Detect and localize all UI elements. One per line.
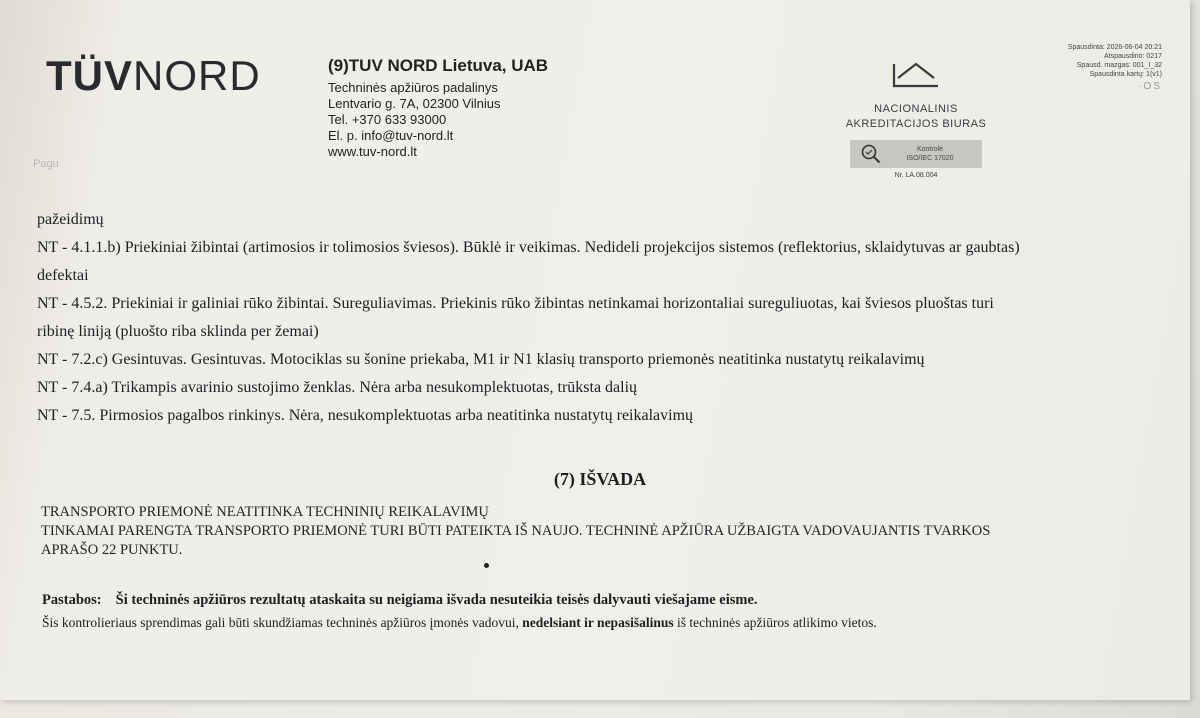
tuv-nord-logo: [46, 52, 261, 100]
conclusion-line1: TRANSPORTO PRIEMONĖ NEATITINKA TECHNINIŲ REIKALAVIMŲ: [41, 504, 489, 520]
magnifier-icon: [860, 143, 882, 165]
defect-line: NT - 7.5. Pirmosios pagalbos rinkinys. Nėra, nesukomplektuotas arba neatitinka nustatytų reikalavimų: [37, 407, 694, 424]
accreditation-stamp: [850, 140, 982, 168]
defect-line: NT - 7.2.c) Gesintuvas. Gesintuvas. Motociklas su šonine priekaba, M1 ir N1 klasių transporto priemonės neatitinka nustatytų reikalavimų: [37, 351, 925, 368]
stamp-line2: ISO/IEC 17020: [906, 155, 954, 162]
defect-line: NT - 4.1.1.b) Priekiniai žibintai (artimosios ir tolimosios šviesos). Būklė ir veikimas. Nedideli projekcijos sistemos (reflektorius, sklaidytuvas ar gaubtas): [37, 239, 1020, 256]
notes-warning: Ši techninės apžiūros rezultatų ataskaita su neigiama išvada nesuteikia teisės dalyvauti viešajame eisme.: [115, 592, 758, 608]
faint-mark: Pagu: [33, 158, 59, 170]
accreditation-title-line1: NACIONALINIS: [874, 103, 958, 115]
company-name: (9)TUV NORD Lietuva, UAB: [328, 56, 549, 75]
print-times: Spausdinta kartų: 1(v1): [1089, 71, 1162, 78]
print-date: Spausdinta: 2026-06-04 20:21: [1067, 44, 1162, 51]
appeal-text-bold: nedelsiant ir nepasišalinus: [522, 615, 674, 630]
accreditation-number: Nr. LA.08.004: [894, 172, 938, 179]
defect-line: NT - 4.5.2. Priekiniai ir galiniai rūko žibintai. Sureguliavimas. Priekinis rūko žibintas netinkamai horizontaliai sureguliuotas, kai šviesos pluoštas turi: [37, 295, 994, 312]
conclusion-text: [41, 503, 1141, 560]
accreditation-block: [836, 58, 996, 179]
accreditation-title-line2: AKREDITACIJOS BIURAS: [845, 118, 987, 130]
company-info: [328, 56, 548, 160]
company-email: El. p. info@tuv-nord.lt: [328, 128, 454, 143]
notes-section: [42, 592, 1172, 631]
conclusion-line2: TINKAMAI PARENGTA TRANSPORTO PRIEMONĖ TURI BŪTI PATEIKTA IŠ NAUJO. TECHNINĖ APŽIŪRA UŽBAIGTA VADOVAUJANTIS TVARKOS: [41, 523, 991, 539]
ink-dot: [484, 563, 489, 568]
print-info: [1068, 43, 1162, 91]
defects-list: [37, 206, 1167, 430]
appeal-text-part1: Šis kontrolieriaus sprendimas gali būti skundžiamas techninės apžiūros įmonės vadovui,: [42, 615, 519, 630]
logo-nord: NORD: [133, 52, 261, 99]
appeal-text-part2: iš techninės apžiūros atlikimo vietos.: [676, 615, 877, 630]
conclusion-heading: (7) IŠVADA: [553, 469, 647, 489]
company-department: Techninės apžiūros padalinys: [328, 80, 498, 95]
defect-line: pažeidimų: [37, 211, 104, 228]
logo-tuv: TÜV: [46, 52, 133, 99]
defect-line: ribinę liniją (pluošto riba sklinda per žemai): [37, 323, 319, 340]
company-phone: Tel. +370 633 93000: [328, 112, 447, 127]
defect-line: defektai: [37, 267, 89, 284]
conclusion-line3: APRAŠO 22 PUNKTU.: [41, 542, 183, 558]
company-address: Lentvario g. 7A, 02300 Vilnius: [328, 96, 501, 111]
handwritten-scribble: ·OS: [1138, 81, 1162, 92]
print-reprinted: Atspausdino: 0217: [1104, 53, 1162, 60]
print-machine: Spausd. mazgas: 001_I_32: [1076, 62, 1162, 69]
notes-label: Pastabos:: [42, 592, 102, 608]
company-website: www.tuv-nord.lt: [328, 144, 417, 159]
stamp-line1: Kontrolė: [916, 146, 944, 153]
accreditation-logo-icon: [888, 58, 944, 92]
defect-line: NT - 7.4.a) Trikampis avarinio sustojimo ženklas. Nėra arba nesukomplektuotas, trūksta dalių: [37, 379, 638, 396]
